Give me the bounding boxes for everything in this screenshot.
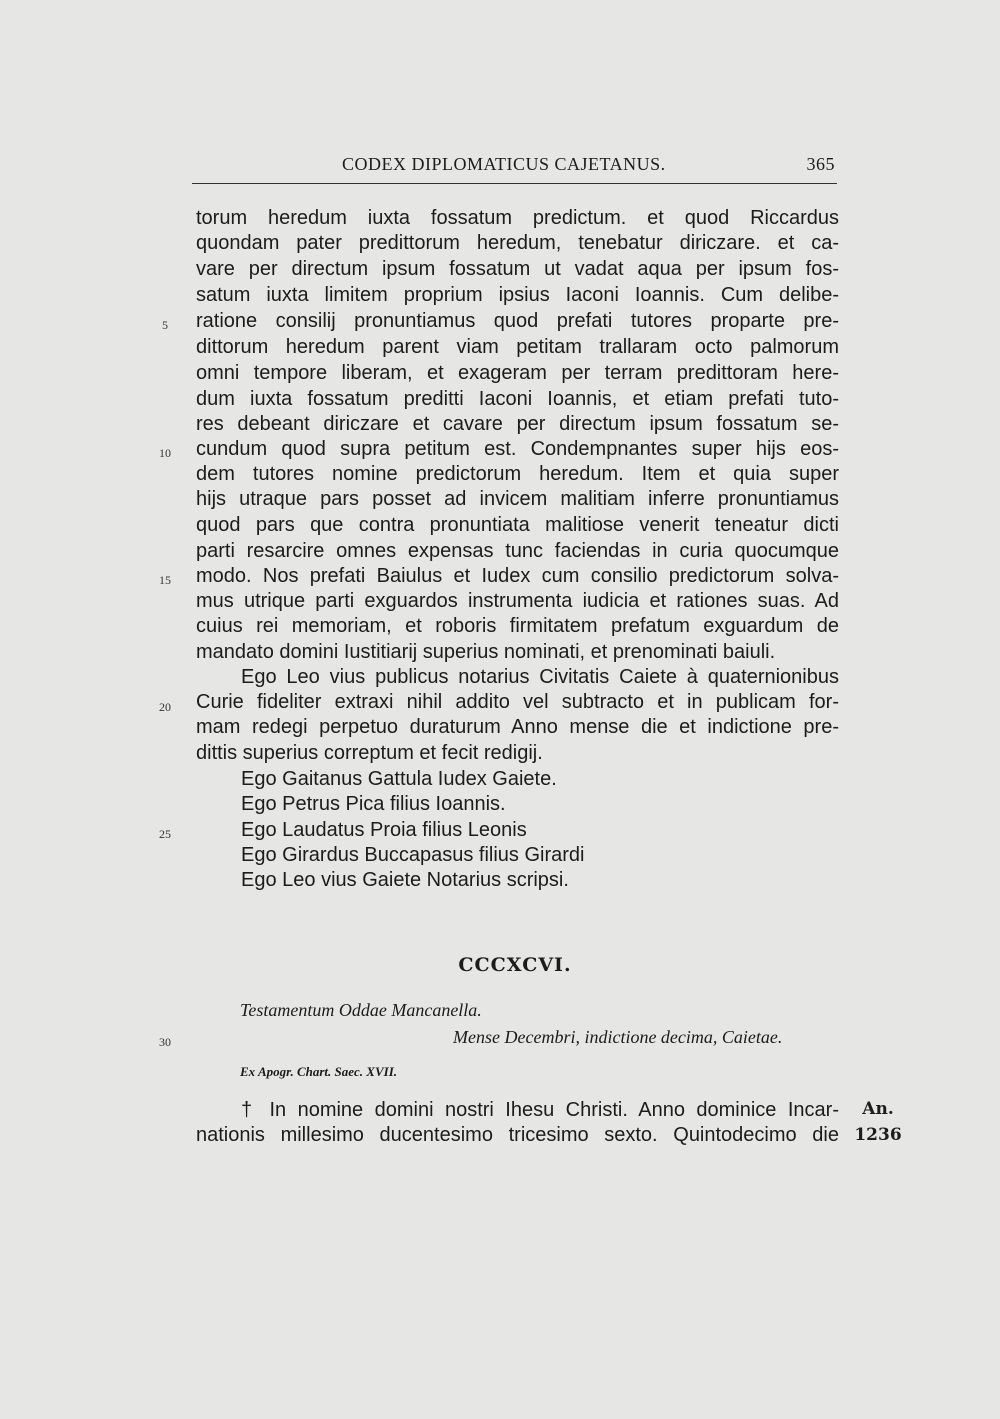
text-line: satum iuxta limitem proprium ipsius Iaconi Ioannis. Cum delibe-	[196, 284, 839, 306]
text-line: Ego Leo vius publicus notarius Civitatis Caiete à quaternionibus	[241, 666, 839, 688]
text-line: quod pars que contra pronuntiata malitiose venerit teneatur dicti	[196, 514, 839, 536]
witness-line: Ego Gaitanus Gattula Iudex Gaiete.	[241, 768, 557, 790]
text-line: modo. Nos prefati Baiulus et Iudex cum consilio predictorum solva-	[196, 565, 839, 587]
text-line: omni tempore liberam, et exageram per terram predittoram here-	[196, 362, 839, 384]
text-line: dem tutores nomine predictorum heredum. Item et quia super	[196, 463, 839, 485]
witness-line: Ego Laudatus Proia filius Leonis	[241, 819, 527, 841]
margin-year-label: An.	[862, 1099, 894, 1119]
document-heading: CCCXCVI.	[458, 954, 572, 976]
running-title: CODEX DIPLOMATICUS CAJETANUS.	[342, 154, 666, 174]
text-line: hijs utraque pars posset ad invicem malitiam inferre pronuntiamus	[196, 488, 839, 510]
page-number: 365	[806, 154, 835, 174]
witness-line: Ego Girardus Buccapasus filius Girardi	[241, 844, 585, 866]
text-line: parti resarcire omnes expensas tunc faciendas in curia quocumque	[196, 540, 839, 562]
text-line: torum heredum iuxta fossatum predictum. et quod Riccardus	[196, 207, 839, 229]
line-number: 30	[159, 1035, 171, 1049]
text-line: † In nomine domini nostri Ihesu Christi. Anno dominice Incar-	[241, 1099, 839, 1121]
text-line: mam redegi perpetuo duraturum Anno mense die et indictione pre-	[196, 716, 839, 738]
header-rule	[192, 183, 837, 184]
line-number: 25	[159, 827, 171, 841]
text-line: ratione consilij pronuntiamus quod prefati tutores proparte pre-	[196, 310, 839, 332]
line-number: 15	[159, 573, 171, 587]
text-line: mus utrique parti exguardos instrumenta iudicia et rationes suas. Ad	[196, 590, 839, 612]
text-line: mandato domini Iustitiarij superius nominati, et prenominati baiuli.	[196, 641, 776, 663]
margin-year: 1236	[854, 1125, 902, 1145]
source-note: Ex Apogr. Chart. Saec. XVII.	[240, 1064, 398, 1079]
text-line: cuius rei memoriam, et roboris firmitatem prefatum exguardum de	[196, 615, 839, 637]
text-line: res debeant diriczare et cavare per directum ipsum fossatum se-	[196, 413, 839, 435]
line-number: 20	[159, 700, 171, 714]
text-line: nationis millesimo ducentesimo tricesimo sexto. Quintodecimo die	[196, 1124, 839, 1146]
text-line: quondam pater predittorum heredum, tenebatur diriczare. et ca-	[196, 232, 839, 254]
running-header	[192, 148, 837, 178]
witness-line: Ego Leo vius Gaiete Notarius scripsi.	[241, 869, 569, 891]
text-line: dittis superius correptum et fecit redigij.	[196, 742, 543, 764]
document-title: Testamentum Oddae Mancanella.	[240, 1000, 482, 1020]
witness-line: Ego Petrus Pica filius Ioannis.	[241, 793, 506, 815]
line-number: 10	[159, 446, 171, 460]
line-number: 5	[162, 318, 168, 332]
text-line: vare per directum ipsum fossatum ut vadat aqua per ipsum fos-	[196, 258, 839, 280]
text-line: dum iuxta fossatum preditti Iaconi Ioannis, et etiam prefati tuto-	[196, 388, 839, 410]
text-line: cundum quod supra petitum est. Condempnantes super hijs eos-	[196, 438, 839, 460]
text-line: Curie fideliter extraxi nihil addito vel subtracto et in publicam for-	[196, 691, 839, 713]
text-line: dittorum heredum parent viam petitam trallaram octo palmorum	[196, 336, 839, 358]
dating-clause: Mense Decembri, indictione decima, Caietae.	[453, 1027, 783, 1047]
